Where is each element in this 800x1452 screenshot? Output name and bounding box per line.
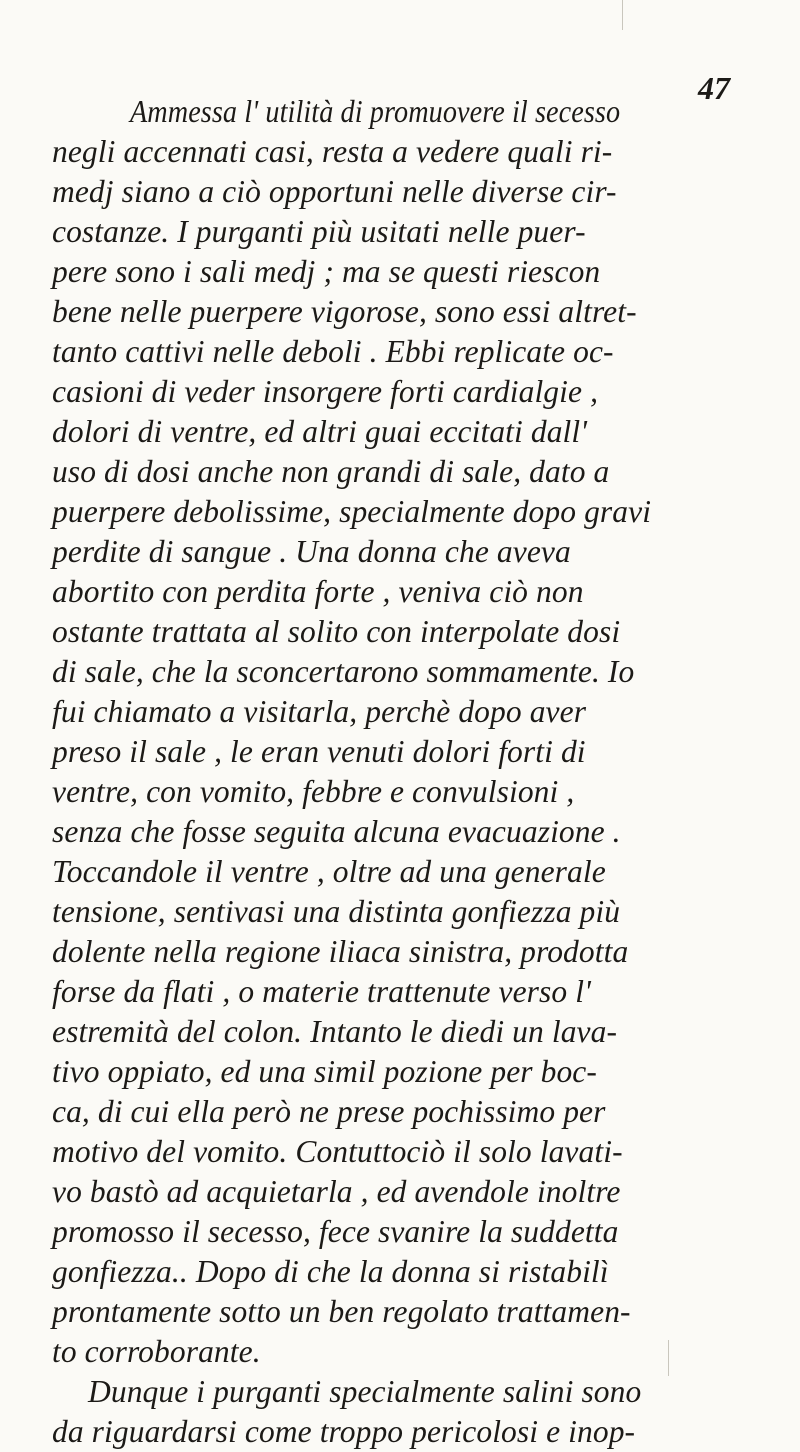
text-line: casioni di veder insorgere forti cardialgie , — [52, 374, 599, 409]
text-line: puerpere debolissime, specialmente dopo gravi — [52, 494, 652, 529]
text-line: fui chiamato a visitarla, perchè dopo aver — [52, 694, 587, 729]
text-line: abortito con perdita forte , veniva ciò non — [52, 574, 584, 609]
text-line: ca, di cui ella però ne prese pochissimo per — [52, 1094, 606, 1129]
text-line: dolori di ventre, ed altri guai eccitati dall' — [52, 414, 588, 449]
text-line: tivo oppiato, ed una simil pozione per boc- — [52, 1054, 597, 1089]
text-line: Toccandole il ventre , oltre ad una generale — [52, 854, 606, 889]
text-line: medj siano a ciò opportuni nelle diverse cir- — [52, 174, 617, 209]
text-line: costanze. I purganti più usitati nelle puer- — [52, 214, 586, 249]
text-line: uso di dosi anche non grandi di sale, dato a — [52, 454, 610, 489]
text-line: tensione, sentivasi una distinta gonfiezza più — [52, 894, 621, 929]
text-line: motivo del vomito. Contuttociò il solo lavati- — [52, 1134, 623, 1169]
text-line: forse da flati , o materie trattenute verso l' — [52, 974, 591, 1009]
page-edge-mark — [622, 0, 623, 30]
text-line: dolente nella regione iliaca sinistra, prodotta — [52, 934, 629, 969]
text-line: negli accennati casi, resta a vedere quali ri- — [52, 134, 613, 169]
text-line: prontamente sotto un ben regolato trattamen- — [52, 1294, 631, 1329]
text-line: vo bastò ad acquietarla , ed avendole inoltre — [52, 1174, 621, 1209]
text-line: pere sono i sali medj ; ma se questi riescon — [52, 254, 601, 289]
text-line: Dunque i purganti specialmente salini sono — [88, 1374, 642, 1409]
text-line: senza che fosse seguita alcuna evacuazione . — [52, 814, 621, 849]
text-line: to corroborante. — [52, 1334, 261, 1369]
text-line: ostante trattata al solito con interpolate dosi — [52, 614, 621, 649]
text-line: estremità del colon. Intanto le diedi un lava- — [52, 1014, 618, 1049]
text-line: Ammessa l' utilità di promuovere il secesso — [130, 94, 621, 129]
page-number: 47 — [698, 70, 730, 106]
text-line: di sale, che la sconcertarono sommamente. Io — [52, 654, 635, 689]
text-line: tanto cattivi nelle deboli . Ebbi replicate oc- — [52, 334, 614, 369]
text-line: perdite di sangue . Una donna che aveva — [52, 534, 571, 569]
text-line: gonfiezza.. Dopo di che la donna si ristabilì — [52, 1254, 609, 1289]
text-line: promosso il secesso, fece svanire la suddetta — [52, 1214, 619, 1249]
text-line: bene nelle puerpere vigorose, sono essi altret- — [52, 294, 637, 329]
text-line: da riguardarsi come troppo pericolosi e inop- — [52, 1414, 636, 1449]
text-line: preso il sale , le eran venuti dolori forti di — [52, 734, 586, 769]
text-line: ventre, con vomito, febbre e convulsioni , — [52, 774, 575, 809]
